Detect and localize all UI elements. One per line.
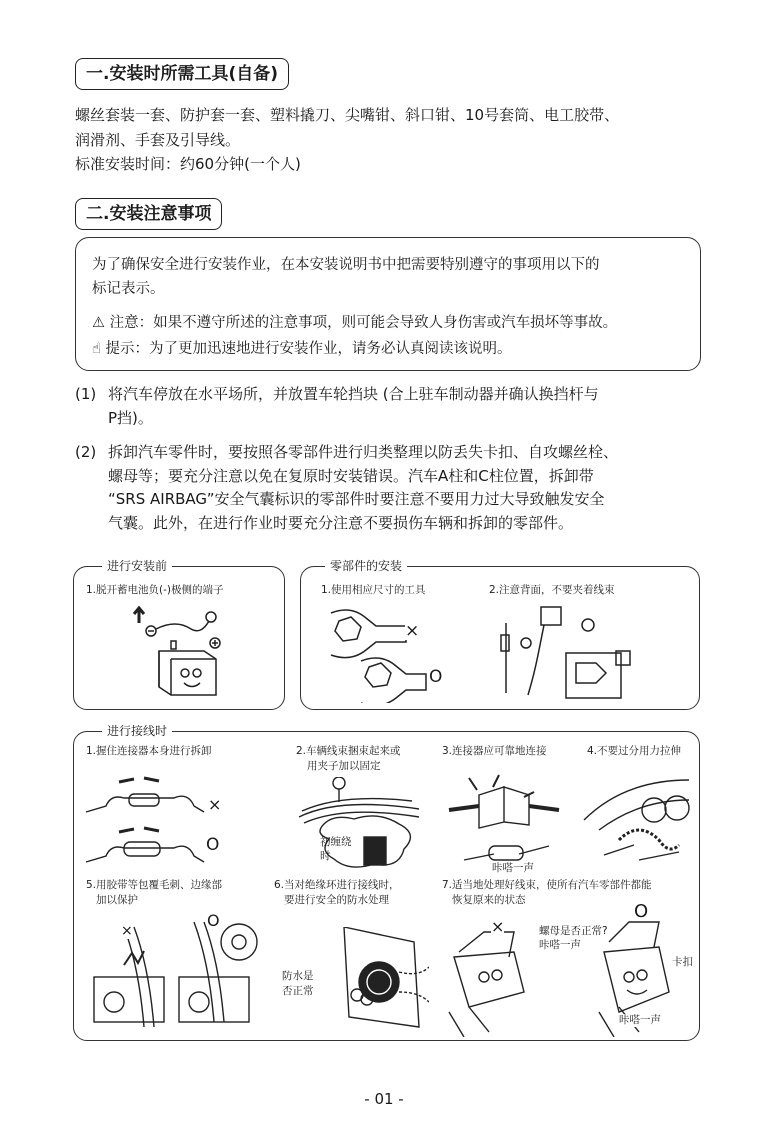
tools-list-line2: 润滑剂、手套及引导线。	[75, 131, 241, 149]
click-sound-label: 咔嗒一声	[619, 1014, 661, 1026]
item-number: (1)	[75, 385, 97, 403]
waterproof-grommet-illustration	[309, 927, 429, 1032]
waterproof-tag-line1: 防水是	[282, 970, 314, 982]
click-sound-label: 咔嗒一声	[492, 862, 534, 874]
wrong-mark: ×	[491, 917, 505, 936]
page-number: - 01 -	[364, 1090, 404, 1108]
caption-wiring-step5-line1: 5.用胶带等包覆毛刺、边缘部	[86, 879, 223, 891]
item-line: 气囊。此外，在进行作业时要充分注意不要损伤车辆和拆卸的零部件。	[108, 513, 574, 532]
caption-parts-step1: 1.使用相应尺寸的工具	[321, 584, 426, 596]
caption-wiring-step5-line2: 加以保护	[96, 894, 138, 906]
wrong-mark: ×	[208, 795, 222, 814]
tape-protection-illustration	[84, 917, 259, 1032]
section1-title: 一.安装时所需工具(自备)	[75, 58, 289, 90]
no-overstretch-illustration	[579, 770, 694, 870]
wrong-mark: ×	[405, 621, 420, 641]
notice-box	[75, 237, 701, 371]
caption-wiring-step1: 1.握住连接器本身进行拆卸	[86, 745, 212, 757]
panel-label: 进行接线时	[102, 723, 172, 739]
waterproof-tag-line2: 否正常	[282, 985, 314, 997]
caption-wiring-step6-line1: 6.当对绝缘环进行接线时，	[274, 879, 400, 891]
item-number: (2)	[75, 443, 97, 461]
hint-text: 提示：为了更加迅速地进行安装作业，请务必认真阅读该说明。	[105, 341, 512, 357]
panel-wiring	[73, 724, 700, 1041]
caption-wiring-step7-line1: 7.适当地处理好线束，使所有汽车零部件都能	[442, 879, 652, 891]
right-mark: O	[429, 667, 443, 687]
right-mark: O	[206, 835, 220, 855]
panel-parts-install	[300, 559, 700, 710]
item-line: 拆卸汽车零件时，要按照各零部件进行归类整理以防丢失卡扣、自攻螺丝栓、	[108, 443, 619, 461]
right-mark: O	[207, 911, 220, 930]
install-time: 标准安装时间：约60分钟(一个人)	[75, 155, 301, 173]
harness-bundle-illustration	[294, 777, 429, 877]
wrong-mark: ×	[121, 923, 133, 939]
battery-illustration	[129, 603, 239, 703]
clip-tag: 卡扣	[672, 956, 693, 968]
section2-title: 二.安装注意事项	[75, 198, 222, 230]
panel-before-install	[73, 559, 285, 710]
caption-wiring-step6-line2: 要进行安全的防水处理	[284, 894, 389, 906]
caption-wiring-step3: 3.连接器应可靠地连接	[442, 745, 547, 757]
caption-before-step1: 1.脱开蓄电池负(-)极侧的端子	[86, 584, 224, 596]
item-line: 螺母等；要充分注意以免在复原时安装错误。汽车A柱和C柱位置，拆卸带	[108, 466, 594, 485]
panel-label: 零部件的安装	[325, 558, 407, 574]
caption-wiring-step2-line2: 用夹子加以固定	[307, 760, 381, 772]
notice-intro-line1: 为了确保安全进行安装作业，在本安装说明书中把需要特别遵守的事项用以下的	[92, 257, 600, 273]
panel-label: 进行安装前	[102, 558, 172, 574]
wrench-illustration	[321, 603, 431, 703]
right-mark: O	[634, 901, 649, 922]
connector-backside-illustration	[496, 603, 636, 703]
item-line: 将汽车停放在水平场所，并放置车轮挡块 (合上驻车制动器并确认换挡杆与	[108, 385, 599, 403]
item-line: P挡)。	[108, 408, 153, 427]
tools-list-line1: 螺丝套装一套、防护套一套、塑料撬刀、尖嘴钳、斜口钳、10号套筒、电工胶带、	[75, 106, 620, 124]
caption-wiring-step4: 4.不要过分用力拉伸	[587, 745, 682, 757]
caption-wiring-step7-line2: 恢复原来的状态	[452, 894, 526, 906]
caption-wiring-step2-line1: 2.车辆线束捆束起来或	[296, 745, 401, 757]
nut-check-tag-line2: 咔嗒一声	[539, 939, 581, 951]
item-line: “SRS AIRBAG”安全气囊标识的零部件时要注意不要用力过大导致触发安全	[108, 490, 605, 508]
connector-pull-illustration	[84, 772, 214, 872]
pointing-hand-icon: ☝	[92, 341, 101, 357]
nut-check-tag-line1: 螺母是否正常?	[539, 925, 608, 937]
connector-connect-illustration	[439, 770, 569, 870]
bubble-text-line1: 初缠绕	[320, 836, 352, 848]
caution-text: 注意：如果不遵守所述的注意事项，则可能会导致人身伤害或汽车损坏等事故。	[109, 315, 618, 331]
caption-parts-step2: 2.注意背面，不要夹着线束	[489, 584, 615, 596]
notice-intro-line2: 标记表示。	[92, 281, 165, 297]
bubble-text-line2: 时	[320, 850, 331, 862]
warning-triangle-icon: ⚠	[92, 315, 105, 331]
